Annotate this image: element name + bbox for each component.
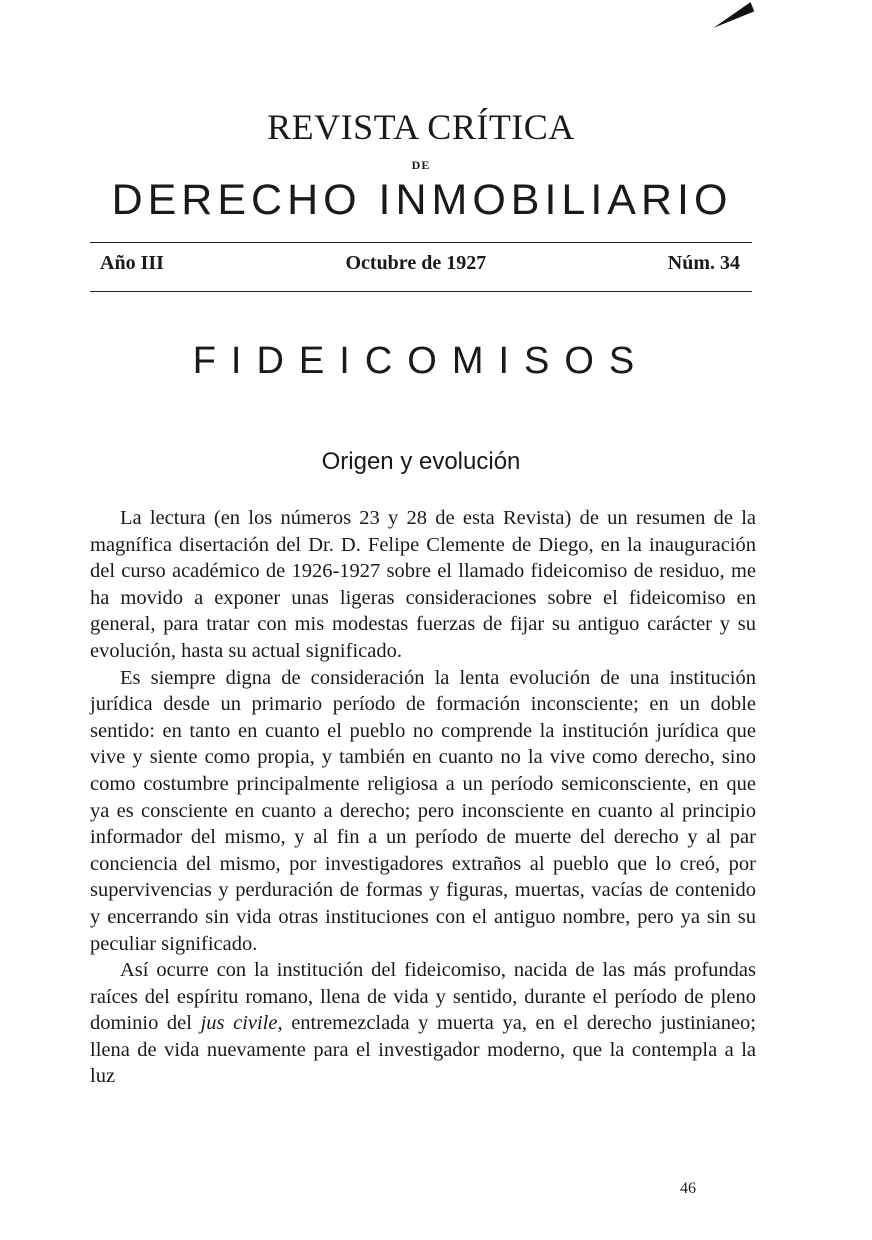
article-subtitle: Origen y evolución: [321, 448, 521, 475]
article-title: FIDEICOMISOS: [192, 340, 650, 382]
header-rule-top: [90, 242, 752, 243]
page-number: 46: [680, 1180, 696, 1197]
paragraph-3-end: entremezclada y muerta ya, en el derecho justinianeo; llena de vida nuevamente para el investigador moderno, que la contempla a la luz: [90, 1012, 757, 1088]
issue-number: Núm. 34: [667, 252, 740, 274]
header-rule-bottom: [90, 291, 752, 292]
paragraph-3-italic: jus civile,: [200, 1012, 283, 1035]
corner-mark-icon: [710, 2, 755, 28]
journal-title-line1: REVISTA CRÍTICA: [267, 107, 575, 147]
paragraph-2: Es siempre digna de consideración la lenta evolución de una institución jurídica desde un primario período de formación inconsciente; en un doble sentido: en tanto en cuanto el pueblo no comprende la institución jurídica que vive y siente como propia, y también en cuanto no la vive como derecho, sino como costumbre principalmente religiosa a un período semiconsciente, en que ya es consciente en cuanto a derecho; pero inconsciente en cuanto al principio informador del mismo, y al fin a un período de muerte del derecho y al par conciencia del mismo, por investigadores extraños al pueblo que lo creó, por supervivencias y perduración de formas y figuras, muertas, vacías de contenido y encerrando sin vida otras instituciones con el antiguo nombre, pero ya sin su peculiar significado.: [90, 666, 756, 955]
journal-title-de: DE: [411, 158, 431, 172]
article-body: [90, 505, 756, 1090]
issue-date: Octubre de 1927: [345, 252, 487, 274]
paragraph-3: [90, 957, 756, 1090]
journal-title-line2: DERECHO INMOBILIARIO: [111, 176, 733, 224]
issue-year: Año III: [100, 252, 164, 274]
paragraph-1: La lectura (en los números 23 y 28 de esta Revista) de un resumen de la magnífica disertación del Dr. D. Felipe Clemente de Diego, en la inauguración del curso académico de 1926-1927 sobre el llamado fideicomiso de residuo, me ha movido a exponer unas ligeras consideraciones sobre el fideicomiso en general, para tratar con mis modestas fuerzas de fijar su antiguo carácter y su evolución, hasta su actual significado.: [90, 507, 756, 662]
issue-line: [100, 252, 740, 275]
paragraph-3-start: Así ocurre con la institución del fideicomiso, nacida de las más profundas raíces del espíritu romano, llena de vida y sentido, durante el período de pleno dominio del: [90, 959, 756, 1035]
